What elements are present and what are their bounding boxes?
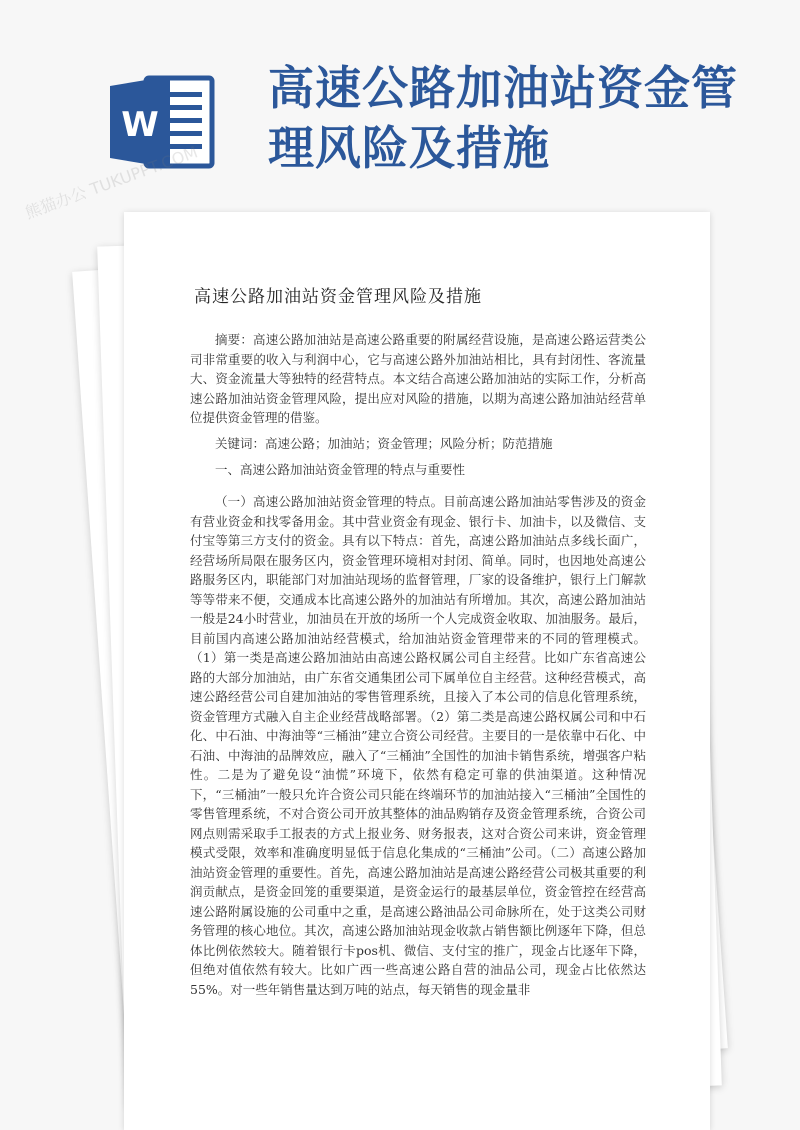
document-page (124, 212, 710, 1130)
word-icon (108, 72, 218, 172)
keywords-line: 关键词：高速公路；加油站；资金管理；风险分析；防范措施 (215, 436, 553, 451)
banner-title: 高速公路加油站资金管理风险及措施 (268, 61, 738, 175)
document-title: 高速公路加油站资金管理风险及措施 (194, 287, 482, 307)
abstract-paragraph: 摘要：高速公路加油站是高速公路重要的附属经营设施，是高速公路运营类公司非常重要的收入与利润中心，它与高速公路外加油站相比，具有封闭性、客流量大、资金流量大等独特的经营特点。本文结合高速公路加油站的实际工作，分析高速公路加油站资金管理风险，提出应对风险的措施，以期为高速公路加油站经营单位提供资金管理的借鉴。 (190, 332, 646, 425)
svg-text:W: W (121, 105, 159, 145)
body-paragraph: （一）高速公路加油站资金管理的特点。目前高速公路加油站零售涉及的资金有营业资金和找零备用金。其中营业资金有现金、银行卡、加油卡，以及微信、支付宝等第三方支付的资金。具有以下特点：首先，高速公路加油站点多线长面广，经营场所局限在服务区内，资金管理环境相对封闭、简单。同时，也因地处高速公路服务区内，职能部门对加油站现场的监督管理，厂家的设备维护，银行上门解款等等带来不便，交通成本比高速公路外的加油站有所增加。其次，高速公路加油站一般是24小时营业，加油员在开放的场所一个人完成资金收取、加油服务。最后，目前国内高速公路加油站经营模式，给加油站资金管理带来的不同的管理模式。（1）第一类是高速公路加油站由高速公路权属公司自主经营。比如广东省高速公路的大部分加油站，由广东省交通集团公司下属单位自主经营。这种经营模式，高速公路经营公司自建加油站的零售管理系统，且接入了本公司的信息化管理系统，资金管理方式融入自主企业经营战略部署。（2）第二类是高速公路权属公司和中石化、中石油、中海油等“三桶油”建立合资公司经营。主要目的一是依靠中石化、中石油、中海油的品牌效应，融入了“三桶油”全国性的加油卡销售系统，增强客户粘性。二是为了避免设“油慌”环境下，依然有稳定可靠的供油渠道。这种情况下，“三桶油”一般只允许合资公司只能在终端环节的加油站接入“三桶油”全国性的零售管理系统，不对合资公司开放其整体的油品购销存及资金管理系统，合资公司网点则需采取手工报表的方式上报业务、财务报表，这对合资公司来讲，资金管理模式受限，效率和准确度明显低于信息化集成的“三桶油”公司。（二）高速公路加油站资金管理的重要性。首先，高速公路加油站是高速公路经营公司极其重要的利润贡献点，是资金回笼的重要渠道，是资金运行的最基层单位，资金管控在经营高速公路附属设施的公司重中之重，是高速公路油品公司命脉所在，处于这类公司财务管理的核心地位。其次，高速公路加油站现金收款占销售额比例逐年下降，但总体比例依然较大。随着银行卡pos机、微信、支付宝的推广，现金占比逐年下降，但绝对值依然有较大。比如广西一些高速公路自营的油品公司，现金占比依然达55%。对一些年销售量达到万吨的站点，每天销售的现金量非 (190, 494, 646, 997)
section-heading: 一、高速公路加油站资金管理的特点与重要性 (215, 462, 466, 477)
header-banner (0, 0, 800, 190)
watermark: 熊猫办公 TUKUPPT.COM (22, 142, 201, 223)
